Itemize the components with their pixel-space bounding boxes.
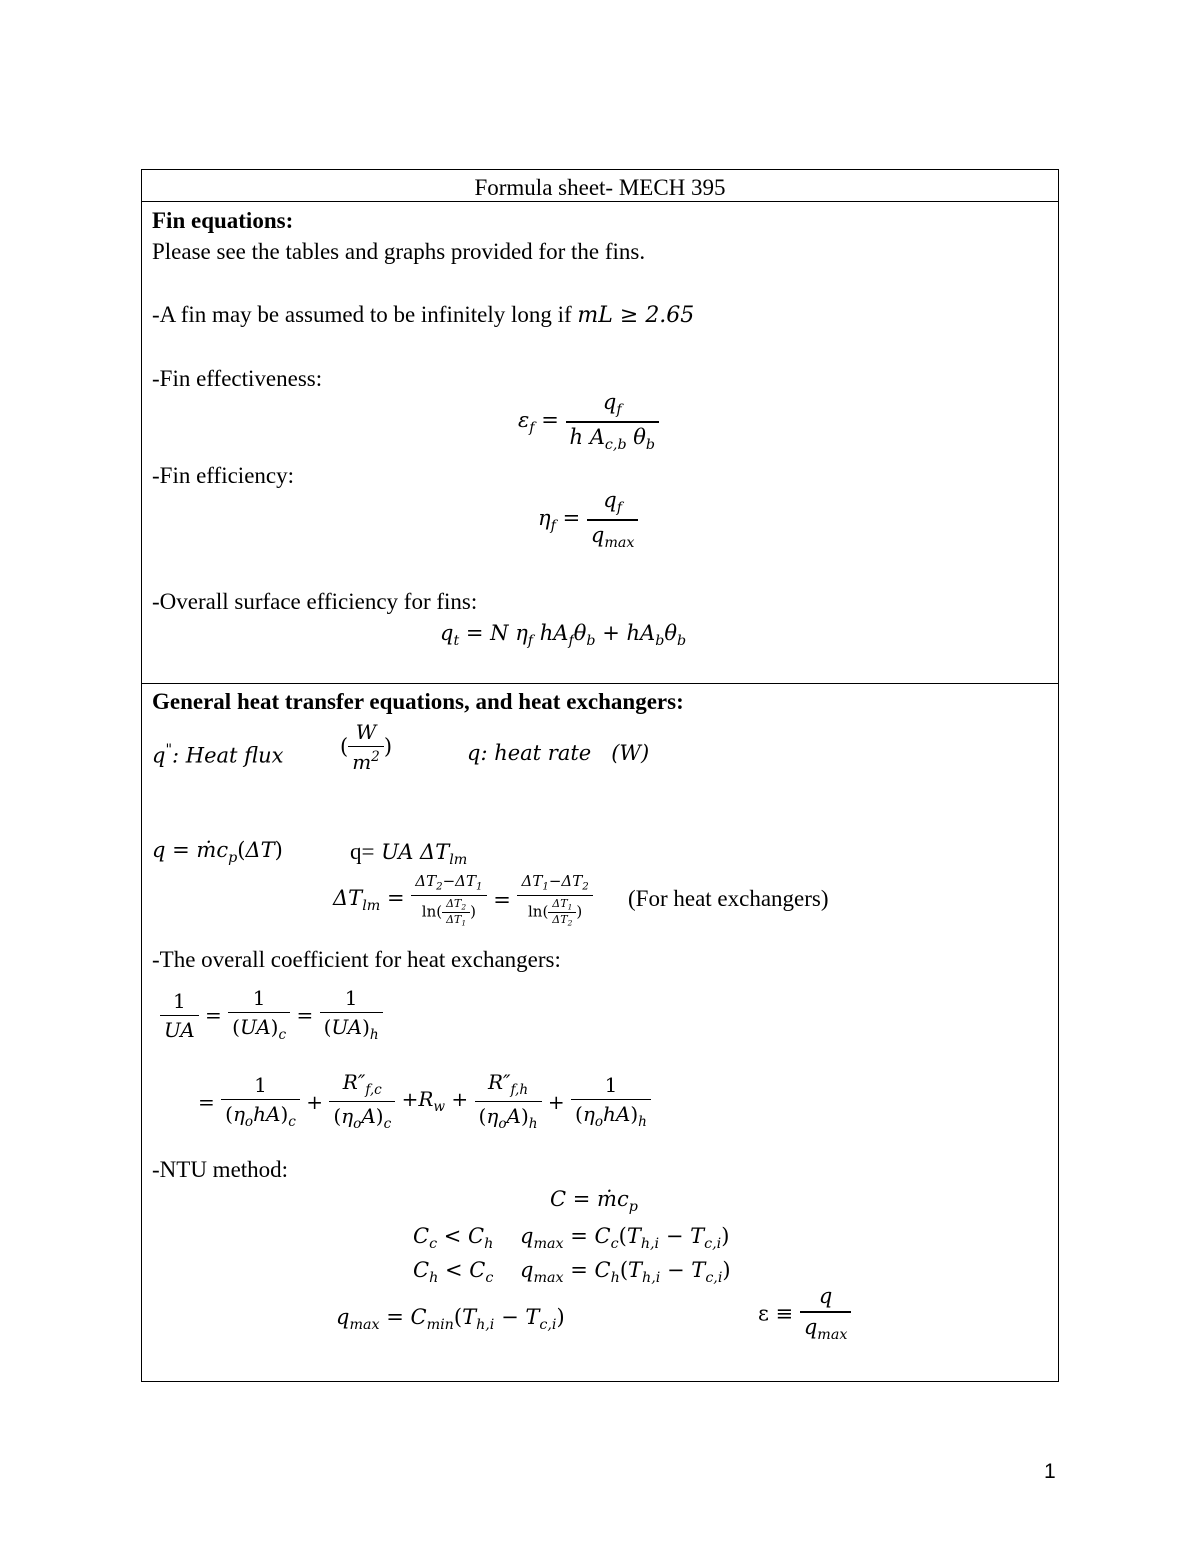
q-equals-text: q= bbox=[350, 839, 375, 864]
fin-infinite-text: -A fin may be assumed to be infinitely long if bbox=[152, 302, 572, 327]
ntu-label: -NTU method: bbox=[152, 1157, 289, 1182]
fin-overall-label: -Overall surface efficiency for fins: bbox=[152, 589, 478, 614]
heat-flux-units: ( $\frac{W}{m^2}$ ) bbox=[340, 720, 393, 775]
energy-balance-equation: q = ṁc$_p$(ΔT) bbox=[152, 838, 283, 866]
qmax-general-equation: $q_{max} = C_{min}(T_{h,i} - T_{c,i})$ bbox=[336, 1305, 565, 1333]
fin-infinite-line bbox=[152, 303, 694, 327]
fin-overall-equation: $q_t = N$ $\eta_f$ $hA_f\theta_b + hA_b\theta_b$ bbox=[440, 621, 687, 649]
fin-intro-text: Please see the tables and graphs provided for the fins. bbox=[152, 239, 646, 264]
page-number: 1 bbox=[1044, 1460, 1056, 1483]
title-divider bbox=[141, 201, 1059, 202]
fin-infinite-condition: mL ≥ 2.65 bbox=[577, 303, 695, 328]
lmtd-note: (For heat exchangers) bbox=[628, 886, 829, 911]
capacity-rate-equation: C = ṁc$_p$ bbox=[550, 1187, 638, 1215]
fin-efficiency-equation: $\eta_f$ = $\frac{q_f}{q_{max}}$ bbox=[538, 490, 638, 551]
fin-effectiveness-equation: $\varepsilon_f$ = $\frac{q_f}{h A_{c,b} \theta_b}$ bbox=[518, 392, 659, 453]
fin-effectiveness-label: -Fin effectiveness: bbox=[152, 366, 323, 391]
overall-coefficient-label: -The overall coefficient for heat exchangers: bbox=[152, 947, 561, 972]
lmtd-equation: $\Delta T_{lm}$ = $\Delta T_2-\Delta T_1$ ln( $\frac{\Delta T_2}{\Delta T_1}$ ) = $\Delta T_1-\Delta T_2$ ln( $\frac{\Delta T_1}{\Delta T_2}$ ) bbox=[333, 874, 593, 927]
fin-heading: Fin equations: bbox=[152, 208, 294, 233]
ua-resistance-equation: $\frac{1}{UA}$ = $\frac{1}{(UA)_c}$ = $\frac{1}{(UA)_h}$ bbox=[160, 988, 383, 1042]
section-divider bbox=[141, 683, 1059, 684]
page-title: Formula sheet- MECH 395 bbox=[474, 175, 726, 200]
heat-flux-definition: q": Heat flux bbox=[152, 742, 284, 768]
heat-flux-text: : Heat flux bbox=[172, 743, 284, 768]
fin-efficiency-label: -Fin efficiency: bbox=[152, 463, 294, 488]
heat-rate-definition: q: heat rate (W) bbox=[467, 741, 650, 765]
effectiveness-definition-equation: ε ≡ $\frac{q}{q_{max}}$ bbox=[758, 1286, 851, 1342]
ht-heading: General heat transfer equations, and heat exchangers: bbox=[152, 689, 684, 714]
qmax-cold-min-equation: $C_c < C_h$ $q_{max} = C_c(T_{h,i} - T_{c,i})$ bbox=[413, 1224, 730, 1252]
resistance-sum-equation: = $\frac{1}{(\eta_ohA)_c}$ + $\frac{R''_{f,c}}{(\eta_oA)_c}$ $+R_w$ + $\frac{R''_{f,h}}{(\eta_oA)_h}$ + $\frac{1}{(\eta_ohA)_h}$ bbox=[198, 1072, 651, 1132]
ua-lmtd-equation: q= UA $\Delta T_{lm}$ bbox=[350, 839, 468, 868]
qmax-hot-min-equation: $C_h < C_c$ $q_{max} = C_h(T_{h,i} - T_{c,i})$ bbox=[413, 1258, 731, 1286]
